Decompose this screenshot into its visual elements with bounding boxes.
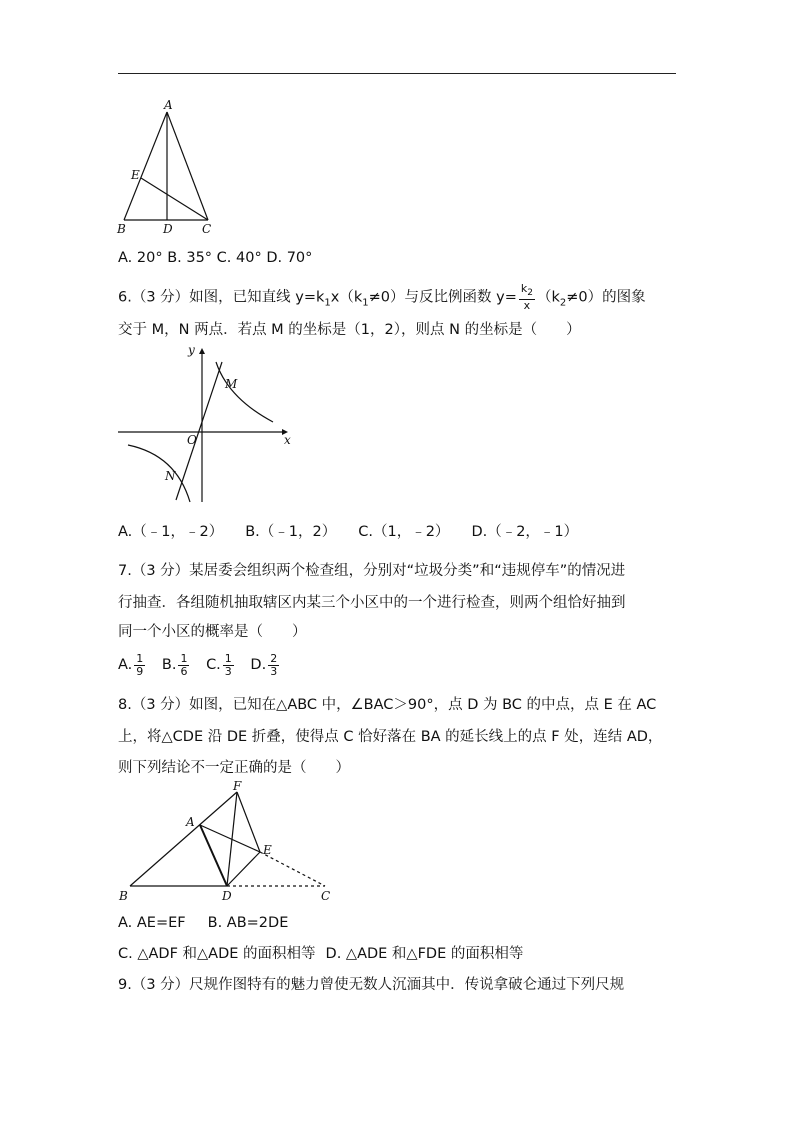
- label-a: A: [186, 815, 195, 829]
- label-e: E: [131, 168, 140, 182]
- hyperbola-branch-q1: [216, 362, 273, 422]
- segment-ad: [200, 825, 227, 886]
- label-d: D: [163, 222, 173, 236]
- triangle-figure-q5: [112, 98, 222, 238]
- q7-stem-line1: 7.（3 分）某居委会组织两个检查组，分别对“垃圾分类”和“违规停车”的情况进: [118, 563, 626, 579]
- q7-stem-line2: 行抽查．各组随机抽取辖区内某三个小区中的一个进行检查，则两个组恰好抽到: [118, 595, 626, 611]
- label-b: B: [119, 889, 128, 903]
- label-y-axis: y: [188, 343, 195, 357]
- segment-ec: [141, 178, 208, 220]
- q5-options: A. 20° B. 35° C. 40° D. 70°: [118, 250, 313, 266]
- q8-stem-line2: 上，将△CDE 沿 DE 折叠，使得点 C 恰好落在 BA 的延长线上的点 F 处，连结 AD，: [118, 729, 663, 745]
- q6-stem-line1: 6.（3 分）如图，已知直线 $y=k_1x(k_1\ne 0)$与反比例函数 y= $\frac{k_2}{x}$ $(k_2\ne 0)$的图象: [118, 282, 646, 313]
- segment-fd: [227, 792, 237, 886]
- q9-stem-line1: 9.（3 分）尺规作图特有的魅力曾使无数人沉湎其中．传说拿破仑通过下列尺规: [118, 977, 625, 993]
- fold-figure-q8: [115, 780, 340, 905]
- label-x-axis: x: [284, 433, 291, 447]
- label-e: E: [263, 843, 272, 857]
- q8-stem-line3: 则下列结论不一定正确的是（ ）: [118, 760, 350, 776]
- header-rule: [118, 73, 676, 74]
- q8-options-line2: C. △ADF 和△ADE 的面积相等 D. △ADE 和△FDE 的面积相等: [118, 946, 524, 962]
- fraction-k2-over-x: $\frac{k_2}{x}$: [520, 282, 533, 313]
- label-f: F: [233, 780, 242, 793]
- side-ab: [124, 112, 167, 220]
- label-c: C: [321, 889, 331, 903]
- q8-stem-line1: 8.（3 分）如图，已知在△ABC 中，∠BAC＞90°，点 D 为 BC 的中点，点 E 在 AC: [118, 697, 657, 713]
- q8-options-line1: A. AE=EF B. AB=2DE: [118, 915, 289, 931]
- line-y-k1x: [176, 362, 222, 500]
- q7-stem-line3: 同一个小区的概率是（ ）: [118, 624, 307, 640]
- label-a: A: [164, 98, 173, 112]
- label-origin: O: [187, 433, 197, 447]
- label-c: C: [202, 222, 212, 236]
- hyperbola-branch-q3: [128, 445, 190, 502]
- label-b: B: [117, 222, 126, 236]
- label-m: M: [225, 377, 238, 391]
- label-d: D: [222, 889, 232, 903]
- segment-de: [227, 852, 260, 886]
- function-graph-q6: [118, 340, 298, 510]
- q6-stem-line2: 交于 M，N 两点．若点 M 的坐标是（1，2），则点 N 的坐标是（ ）: [118, 322, 581, 338]
- q7-options: A. $\frac{1}{9}$ B. $\frac{1}{6}$ C. $\frac{1}{3}$ D. $\frac{2}{3}$: [118, 651, 278, 678]
- side-ac: [167, 112, 208, 220]
- segment-ec-dashed: [260, 852, 325, 886]
- q6-options: A.（﹣1，﹣2） B.（﹣1，2） C.（1，﹣2） D.（﹣2，﹣1）: [118, 524, 579, 540]
- label-n: N: [165, 469, 176, 483]
